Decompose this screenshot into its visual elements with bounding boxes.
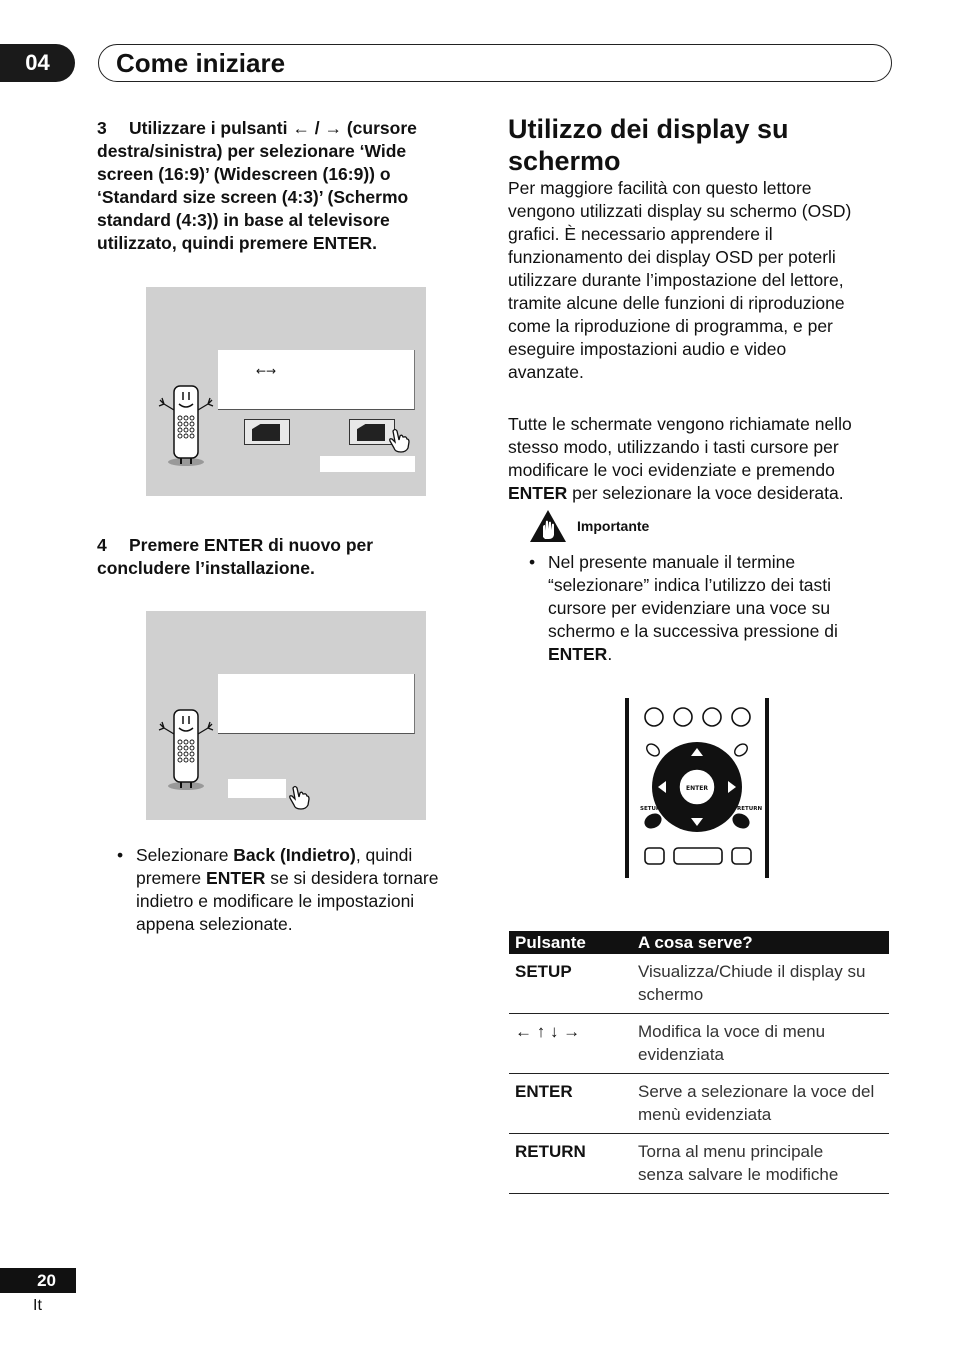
- step-number: 3: [97, 118, 107, 138]
- function-cell: Serve a selezionare la voce del menù evidenziata: [632, 1074, 889, 1134]
- button-name-cell: ENTER: [509, 1074, 632, 1134]
- page-number: 20: [0, 1268, 76, 1293]
- step-4-instruction: 4 Premere ENTER di nuovo per concludere l’installazione.: [97, 535, 374, 578]
- osd-bottom-bar: [320, 456, 415, 472]
- table-row: [509, 1014, 889, 1074]
- osd-screen-illustration-2: [146, 611, 426, 820]
- function-cell: Visualizza/Chiude il display su schermo: [632, 954, 889, 1014]
- important-label: Importante: [577, 518, 650, 534]
- remote-mascot-icon: [156, 706, 216, 792]
- function-cell: Modifica la voce di menu evidenziata: [632, 1014, 889, 1074]
- chapter-title: Come iniziare: [116, 48, 286, 78]
- language-code: It: [33, 1297, 42, 1314]
- section-paragraph-2: Tutte le schermate vengono richiamate nello stesso modo, utilizzando i tasti cursore per modificare le voci evidenziate e premendo ENTER per selezionare la voce desiderata.: [508, 414, 852, 503]
- button-name-cell: SETUP: [509, 954, 632, 1014]
- setup-key-label: SETUP: [640, 806, 660, 812]
- osd-screen-illustration-1: [146, 287, 426, 496]
- left-right-arrows-icon: ←→: [256, 364, 277, 378]
- section-title: Utilizzo dei display su schermo: [508, 114, 789, 176]
- bullet-dot: •: [529, 552, 536, 572]
- arrow-keys-glyph: ← / →: [292, 118, 342, 138]
- wide-screen-option-icon: [244, 419, 290, 445]
- enter-key-label: ENTER: [686, 785, 708, 792]
- chapter-number-tab: 04: [0, 44, 75, 82]
- table-header-row: [509, 931, 889, 954]
- back-button-highlight: [228, 779, 286, 798]
- osd-dialog-panel: [218, 350, 415, 410]
- important-note: • Nel presente manuale il termine “selezionare” indica l’utilizzo dei tasti cursore per evidenziare una voce su schermo e la successiva pressione di ENTER.: [529, 552, 838, 664]
- table-row: [509, 1134, 889, 1194]
- function-cell: Torna al menu principale senza salvare le modifiche: [632, 1134, 889, 1194]
- pointing-hand-icon: [287, 784, 311, 810]
- table-header-cell: A cosa serve?: [632, 931, 889, 954]
- step-3-instruction: 3 Utilizzare i pulsanti ← / → (cursore destra/sinistra) per selezionare ‘Wide screen (16:9)’ (Widescreen (16:9)) o ‘Standard size screen (4:3)’ (Schermo standard (4:3)) in base al televisore utilizzato, quindi premere ENTER.: [97, 118, 417, 253]
- important-warning-icon: [529, 509, 567, 543]
- osd-dialog-panel: [218, 674, 415, 734]
- back-option-note: • Selezionare Back (Indietro), quindi premere ENTER se si desidera tornare indietro e modificare le impostazioni appena selezionate.: [117, 845, 439, 934]
- remote-mascot-icon: [156, 382, 216, 468]
- step-number: 4: [97, 535, 107, 555]
- remote-control-illustration: [620, 695, 775, 880]
- table-row: [509, 954, 889, 1014]
- button-name-cell: RETURN: [509, 1134, 632, 1194]
- section-paragraph-1: Per maggiore facilità con questo lettore vengono utilizzati display su schermo (OSD) grafici. È necessario apprendere il funzionamento dei display OSD per poterli utilizzare durante l’impostazione del lettore, tramite alcune delle funzioni di riproduzione come la riproduzione di programma, e per eseguire impostazioni audio e video avanzate.: [508, 178, 852, 382]
- button-name-cell: ← ↑ ↓ →: [509, 1014, 632, 1074]
- return-key-label: RETURN: [737, 806, 763, 812]
- button-function-table: [509, 931, 889, 1194]
- table-header-cell: Pulsante: [509, 931, 632, 954]
- bullet-dot: •: [117, 845, 124, 865]
- pointing-hand-icon: [387, 427, 411, 453]
- table-row: [509, 1074, 889, 1134]
